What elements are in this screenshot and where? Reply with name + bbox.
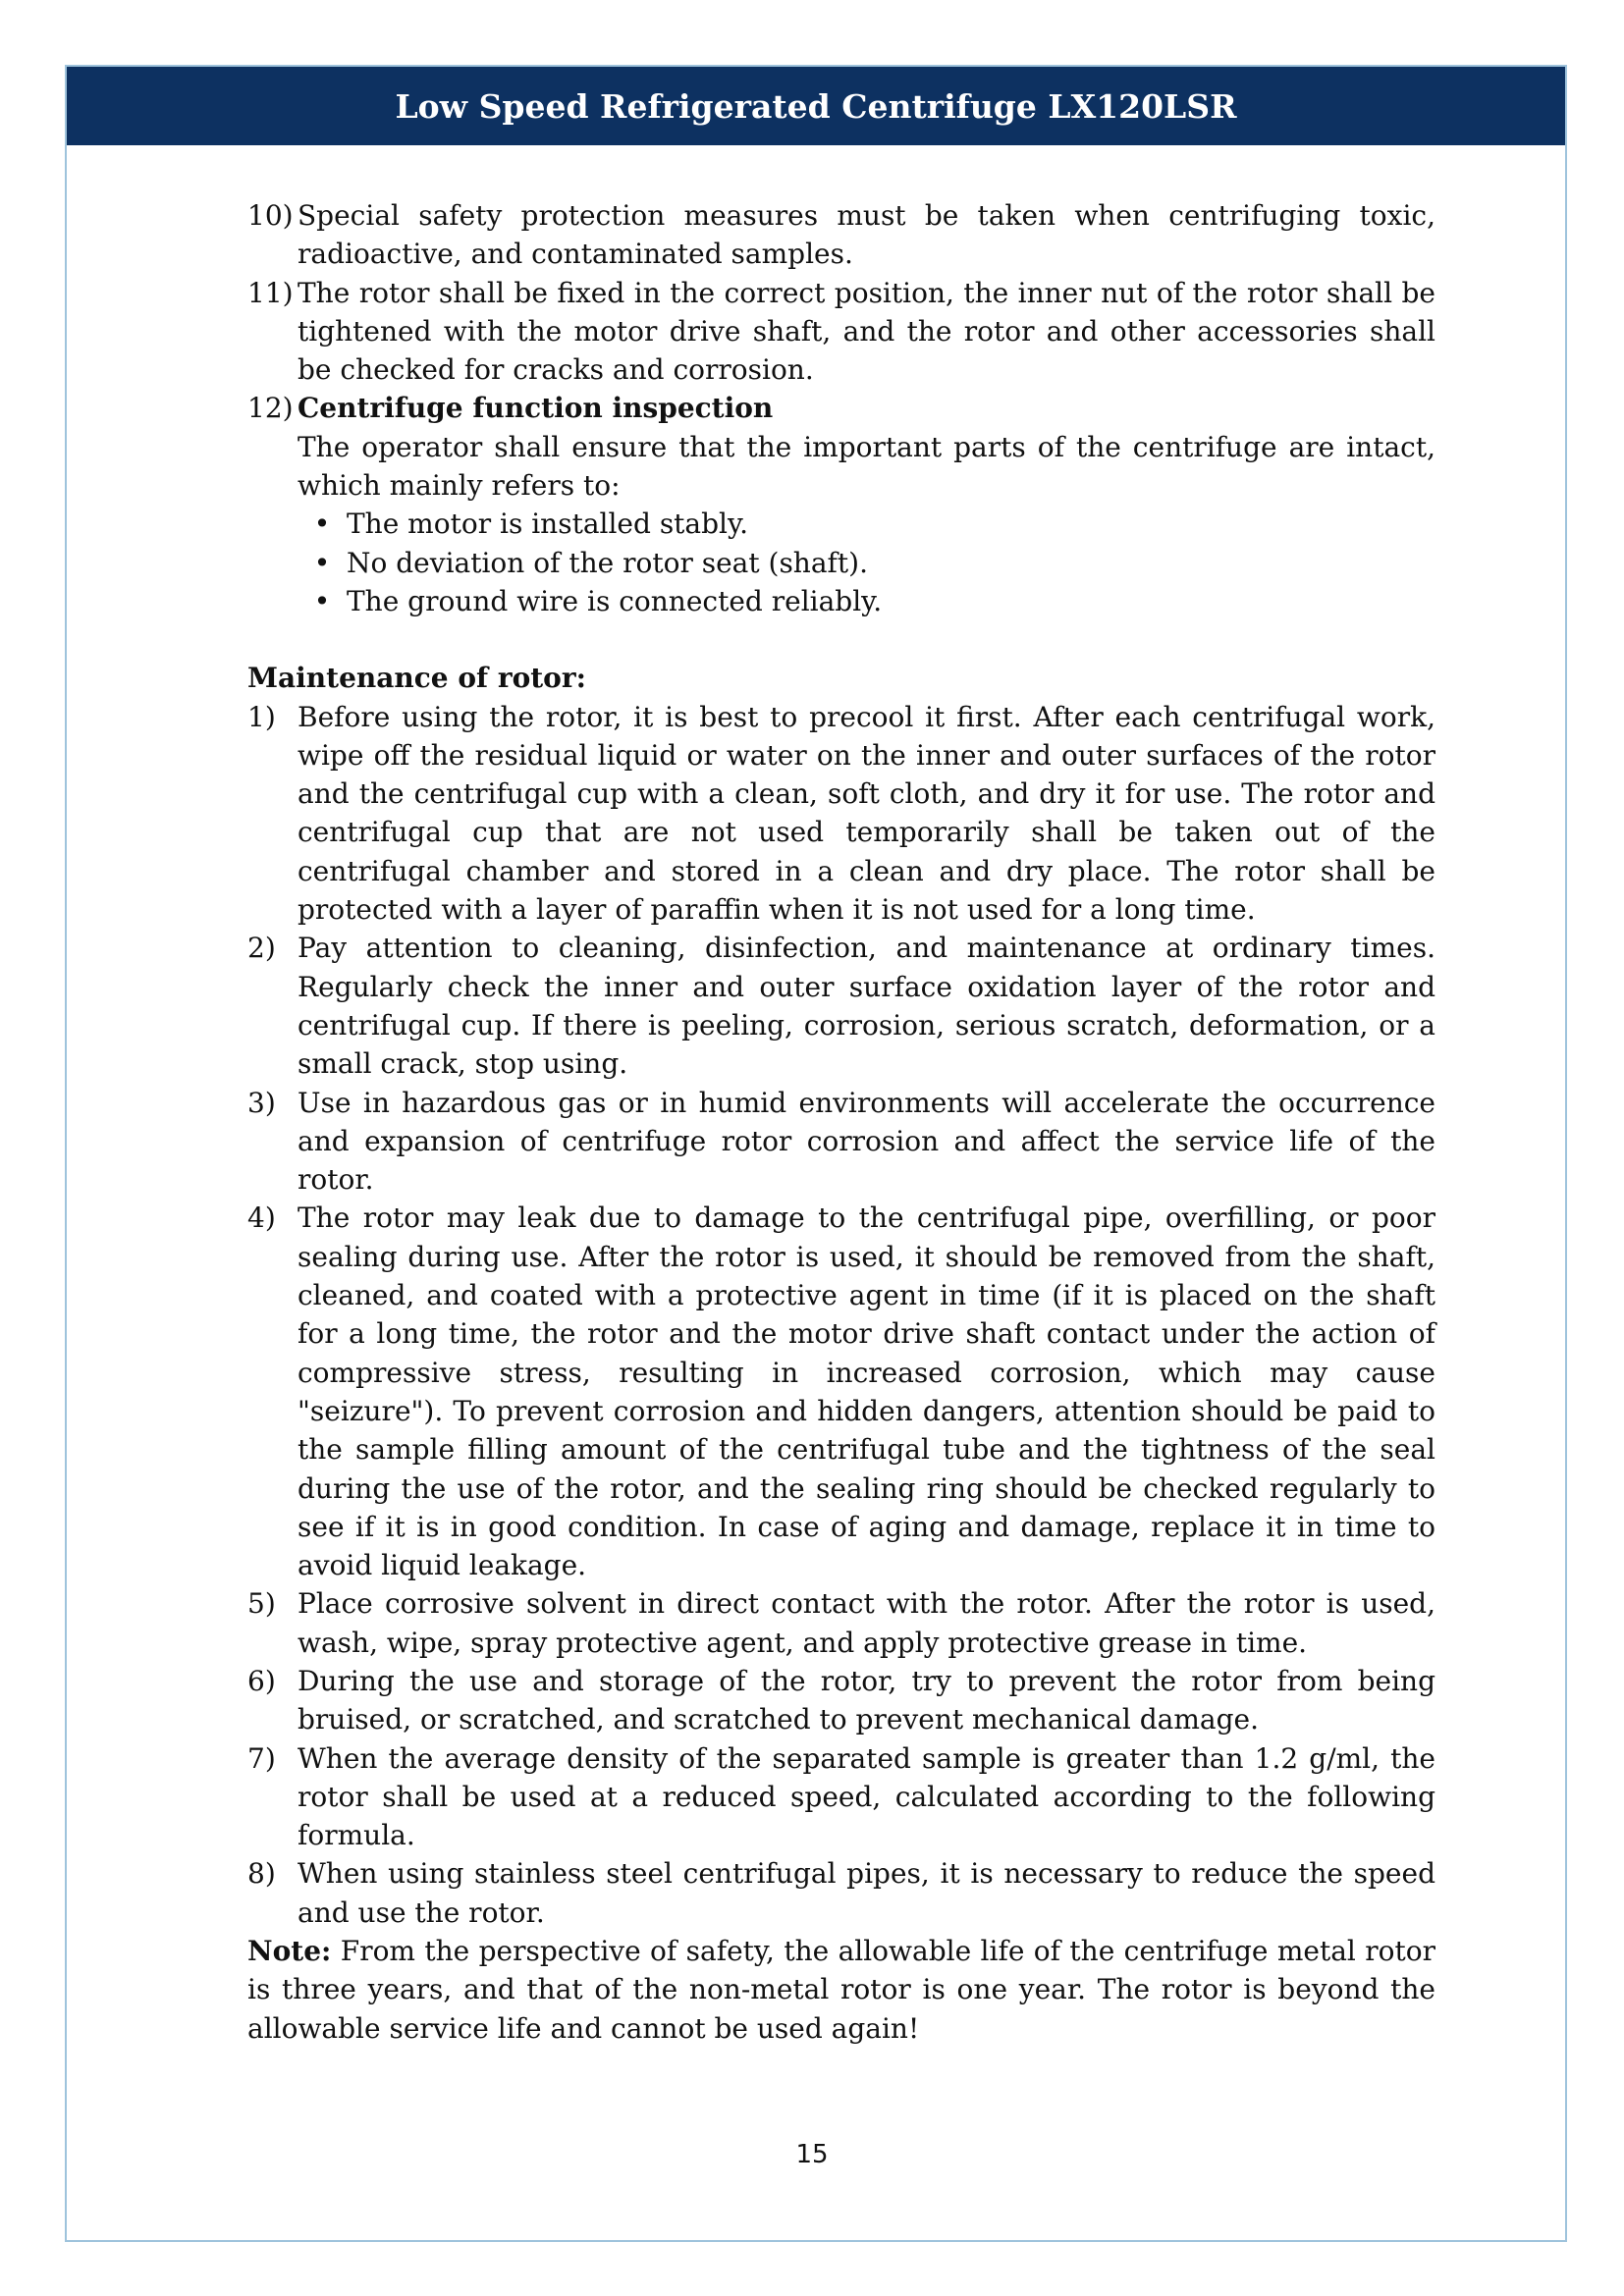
list-item xyxy=(247,1584,1435,1662)
list-item xyxy=(247,1084,1435,1200)
list-item xyxy=(247,929,1435,1083)
item-number: 1) xyxy=(247,700,276,733)
bullet-item: • The motor is installed stably. xyxy=(298,505,1435,543)
item-text: Special safety protection measures must be taken when centrifuging toxic, radioactive, and contaminated samples. xyxy=(298,199,1435,271)
bullet-icon: • xyxy=(313,507,331,541)
item-text: Pay attention to cleaning, disinfection, and maintenance at ordinary times. Regularly check the inner and outer surface oxidation layer of the rotor and centrifugal cup. If there is peeling, corrosion, serious scratch, deformation, or a small crack, stop using. xyxy=(298,932,1435,1081)
bullet-icon: • xyxy=(313,584,331,617)
list-item xyxy=(247,1854,1435,1932)
item-number: 6) xyxy=(247,1664,276,1697)
bullet-item: • The ground wire is connected reliably. xyxy=(298,582,1435,620)
list-item xyxy=(247,1662,1435,1739)
item-text: The rotor shall be fixed in the correct position, the inner nut of the rotor shall be tightened with the motor drive shaft, and the rotor and other accessories shall be checked for cracks and corrosion. xyxy=(298,276,1435,387)
item-text: When using stainless steel centrifugal pipes, it is necessary to reduce the speed and use the rotor. xyxy=(298,1857,1435,1929)
note-paragraph xyxy=(247,1932,1435,2048)
bullet-icon: • xyxy=(313,546,331,579)
item-text: Before using the rotor, it is best to precool it first. After each centrifugal work, wipe off the residual liquid or water on the inner and outer surfaces of the rotor and the centrifugal cup with a clean, soft cloth, and dry it for use. The rotor and centrifugal cup that are not used temporarily shall be taken out of the centrifugal chamber and stored in a clean and dry place. The rotor shall be protected with a layer of paraffin when it is not used for a long time. xyxy=(298,700,1435,927)
maintenance-heading: Maintenance of rotor: xyxy=(247,662,586,695)
bullet-item: • No deviation of the rotor seat (shaft). xyxy=(298,544,1435,582)
item-number: 10) xyxy=(247,199,294,232)
note-text: From the perspective of safety, the allowable life of the centrifuge metal rotor is three years, and that of the non-metal rotor is one year. The rotor is beyond the allowable service life and cannot be used again! xyxy=(247,1935,1435,2045)
item-text: Place corrosive solvent in direct contact with the rotor. After the rotor is used, wash, wipe, spray protective agent, and apply protective grease in time. xyxy=(298,1587,1435,1659)
page-content xyxy=(247,196,1435,2048)
list-item xyxy=(247,698,1435,930)
inspection-intro: The operator shall ensure that the important parts of the centrifuge are intact, which mainly refers to: xyxy=(298,430,1435,503)
inspection-title: Centrifuge function inspection xyxy=(298,392,774,425)
item-number: 4) xyxy=(247,1201,276,1235)
inspection-section xyxy=(247,389,1435,620)
item-text: During the use and storage of the rotor, try to prevent the rotor from being bruised, or scratched, and scratched to prevent mechanical damage. xyxy=(298,1664,1435,1736)
item-text: Use in hazardous gas or in humid environments will accelerate the occurrence and expansion of centrifuge rotor corrosion and affect the service life of the rotor. xyxy=(298,1086,1435,1197)
list-item xyxy=(247,1739,1435,1855)
document-title: Low Speed Refrigerated Centrifuge LX120LSR xyxy=(395,86,1237,126)
list-item xyxy=(247,274,1435,390)
item-text: The rotor may leak due to damage to the centrifugal pipe, overfilling, or poor sealing during use. After the rotor is used, it should be removed from the shaft, cleaned, and coated with a protective agent in time (if it is placed on the shaft for a long time, the rotor and the motor drive shaft contact under the action of compressive stress, resulting in increased corrosion, which may cause "seizure"). To prevent corrosion and hidden dangers, attention should be paid to the sample filling amount of the centrifugal tube and the tightness of the seal during the use of the rotor, and the sealing ring should be checked regularly to see if it is in good condition. In case of aging and damage, replace it in time to avoid liquid leakage. xyxy=(298,1201,1435,1582)
note-label: Note: xyxy=(247,1935,332,1968)
list-item xyxy=(247,1199,1435,1584)
item-number: 11) xyxy=(247,276,294,309)
item-number: 12) xyxy=(247,392,294,425)
page-header xyxy=(67,67,1565,145)
item-number: 5) xyxy=(247,1587,276,1621)
list-item xyxy=(247,196,1435,274)
item-number: 2) xyxy=(247,932,276,965)
item-text: When the average density of the separated sample is greater than 1.2 g/ml, the rotor shall be used at a reduced speed, calculated according to the following formula. xyxy=(298,1741,1435,1852)
item-number: 3) xyxy=(247,1086,276,1119)
inspection-bullets xyxy=(298,505,1435,620)
item-number: 8) xyxy=(247,1857,276,1891)
page-number: 15 xyxy=(795,2140,829,2169)
item-number: 7) xyxy=(247,1741,276,1775)
